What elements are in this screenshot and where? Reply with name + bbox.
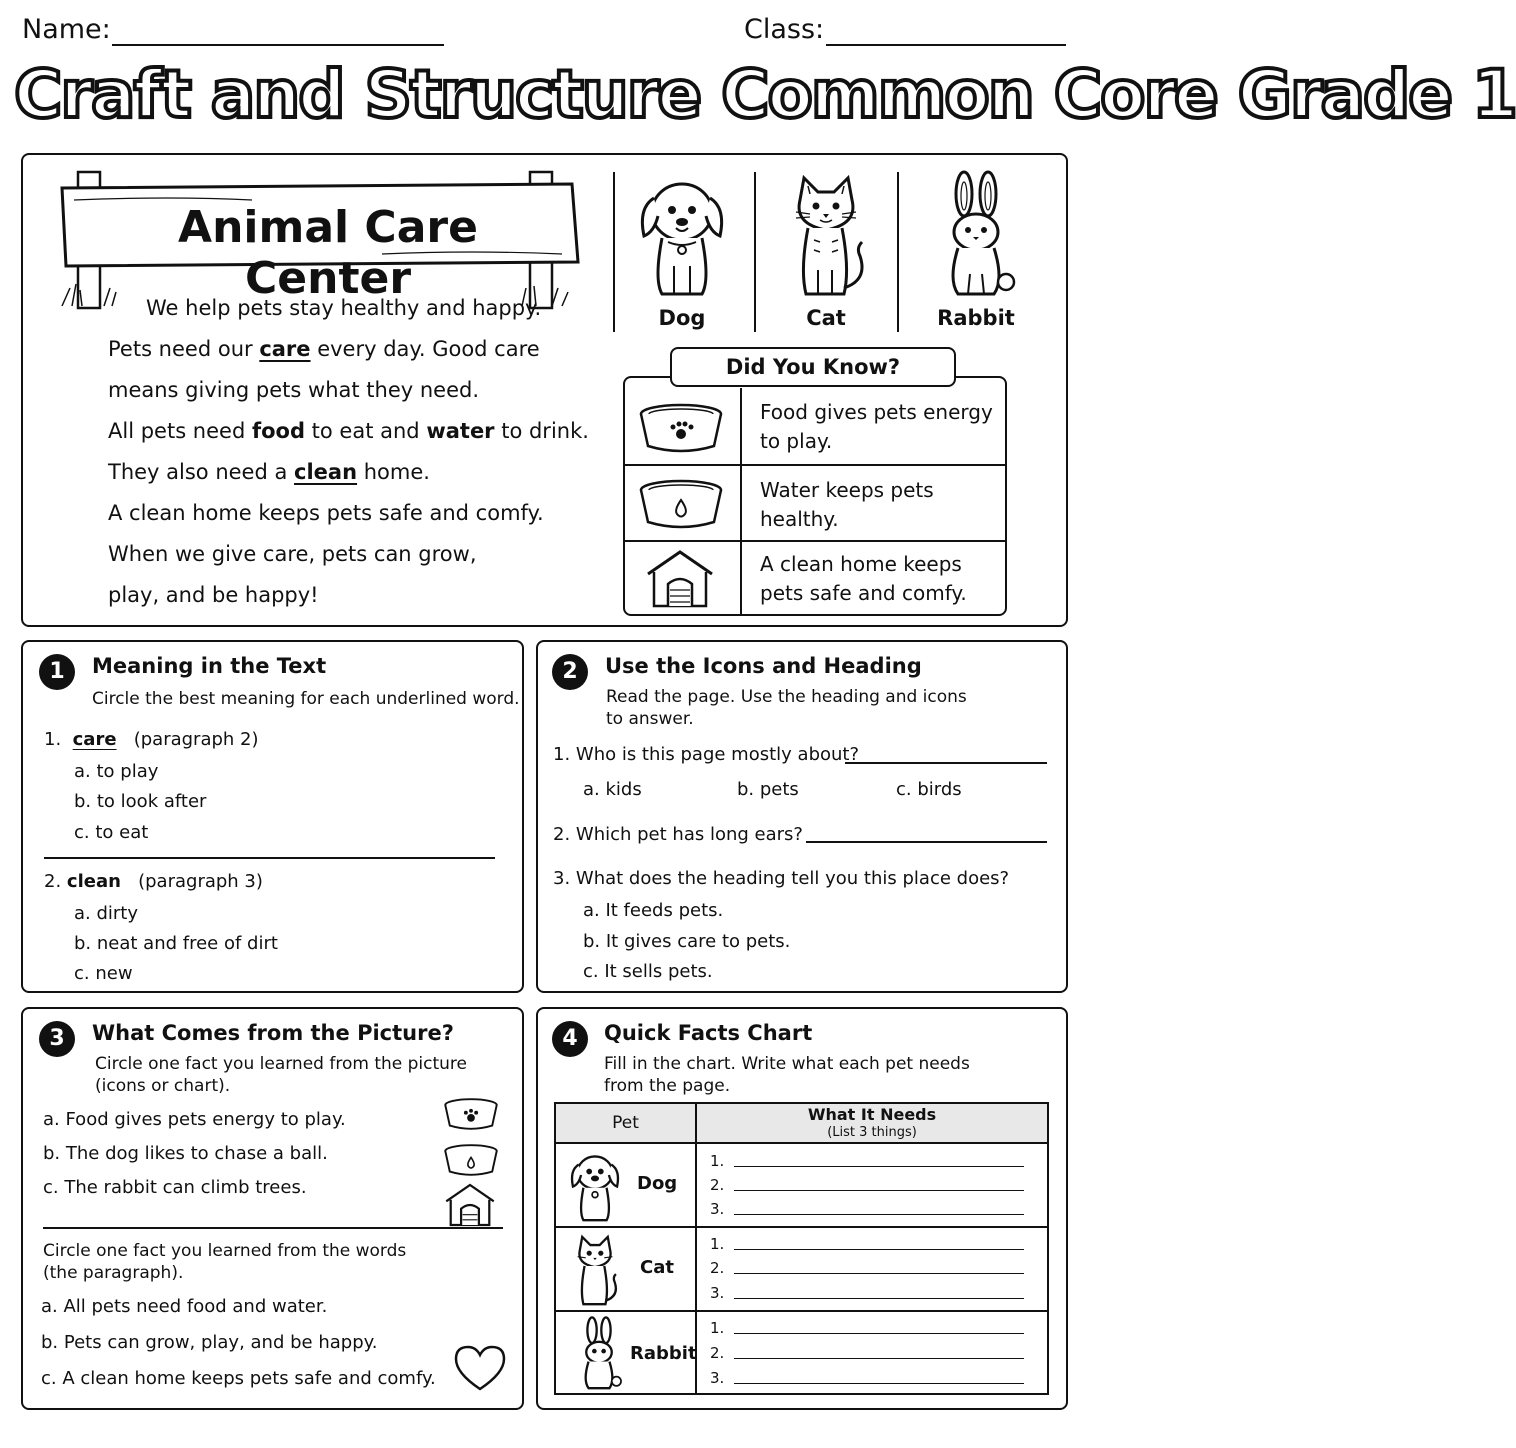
option[interactable]: a. All pets need food and water. xyxy=(41,1296,328,1317)
page-title: Craft and Structure Common Core Grade 1 xyxy=(14,56,1516,133)
question-3: 3. What does the heading tell you this place does? xyxy=(553,868,1010,889)
answer-line[interactable] xyxy=(734,1249,1024,1250)
cat-icon xyxy=(776,170,876,300)
answer-line[interactable] xyxy=(806,841,1047,843)
divider xyxy=(43,1227,503,1229)
line-number: 3. xyxy=(710,1284,725,1302)
option[interactable]: c. The rabbit can climb trees. xyxy=(43,1177,307,1198)
option[interactable]: c. new xyxy=(74,963,133,984)
line-number: 3. xyxy=(710,1200,725,1218)
fact-water: Water keeps pets healthy. xyxy=(760,478,934,531)
pet-cat xyxy=(756,170,896,330)
section-instruction: Circle one fact you learned from the picture xyxy=(95,1054,467,1074)
line-number: 2. xyxy=(710,1259,725,1277)
section-instruction: (icons or chart). xyxy=(95,1076,231,1096)
question-2: 2. clean (paragraph 3) xyxy=(44,871,263,892)
divider xyxy=(556,1226,1047,1228)
option[interactable]: c. to eat xyxy=(74,822,149,843)
line-number: 1. xyxy=(710,1235,725,1253)
section-number: 4 xyxy=(552,1021,588,1057)
passage-line-2: Pets need our care every day. Good care xyxy=(108,337,540,361)
section-title: Quick Facts Chart xyxy=(604,1021,813,1045)
section-instruction: from the page. xyxy=(604,1076,731,1096)
answer-line[interactable] xyxy=(734,1358,1024,1359)
option[interactable]: c. A clean home keeps pets safe and comfy. xyxy=(41,1368,436,1389)
section-title: Meaning in the Text xyxy=(92,654,327,678)
water-bowl-icon xyxy=(636,476,726,532)
chart-pet-cat: Cat xyxy=(640,1257,674,1278)
passage-line-8: play, and be happy! xyxy=(108,583,319,607)
column-header-pet: Pet xyxy=(612,1113,639,1133)
answer-line[interactable] xyxy=(734,1273,1024,1274)
question-1: 1. care (paragraph 2) xyxy=(44,729,259,750)
did-you-know-title: Did You Know? xyxy=(670,347,956,387)
divider xyxy=(623,464,1007,466)
passage-line-4: All pets need food to eat and water to drink. xyxy=(108,419,589,443)
answer-line[interactable] xyxy=(734,1333,1024,1334)
section-instruction: Circle one fact you learned from the words xyxy=(43,1241,407,1261)
class-field[interactable] xyxy=(826,44,1066,46)
quick-facts-chart xyxy=(554,1102,1049,1395)
rabbit-icon xyxy=(926,170,1026,300)
rabbit-icon xyxy=(570,1316,628,1392)
pet-house-icon xyxy=(644,548,716,610)
pet-rabbit xyxy=(906,170,1046,330)
answer-line[interactable] xyxy=(845,762,1047,764)
answer-line[interactable] xyxy=(734,1166,1024,1167)
option[interactable]: a. Food gives pets energy to play. xyxy=(43,1109,346,1130)
class-label: Class: xyxy=(744,14,825,45)
option[interactable]: b. neat and free of dirt xyxy=(74,933,278,954)
option[interactable]: a. to play xyxy=(74,761,159,782)
option[interactable]: a. kids xyxy=(583,779,642,800)
column-header-needs: What It Needs xyxy=(807,1105,937,1124)
section-instruction: Circle the best meaning for each underlined word. xyxy=(92,689,520,709)
pet-dog xyxy=(612,170,752,330)
section-instruction: Fill in the chart. Write what each pet needs xyxy=(604,1054,970,1074)
passage-line-6: A clean home keeps pets safe and comfy. xyxy=(108,501,544,525)
answer-line[interactable] xyxy=(734,1190,1024,1191)
question-2: 2. Which pet has long ears? xyxy=(553,824,803,845)
divider xyxy=(556,1310,1047,1312)
food-bowl-icon xyxy=(441,1096,501,1132)
heart-icon xyxy=(452,1343,508,1393)
section-number: 3 xyxy=(39,1021,75,1057)
answer-line[interactable] xyxy=(734,1383,1024,1384)
chart-pet-rabbit: Rabbit xyxy=(630,1343,697,1364)
answer-line[interactable] xyxy=(734,1298,1024,1299)
dog-icon xyxy=(632,170,732,300)
question-1: 1. Who is this page mostly about? xyxy=(553,744,860,765)
option[interactable]: b. to look after xyxy=(74,791,207,812)
passage-line-5: They also need a clean home. xyxy=(108,460,430,484)
fact-clean-home: A clean home keeps pets safe and comfy. xyxy=(760,552,967,605)
water-bowl-icon xyxy=(441,1142,501,1178)
line-number: 1. xyxy=(710,1319,725,1337)
food-bowl-icon xyxy=(636,400,726,456)
cat-icon xyxy=(566,1232,624,1308)
fact-food: Food gives pets energy to play. xyxy=(760,400,993,453)
section-title: Use the Icons and Heading xyxy=(605,654,922,678)
answer-line[interactable] xyxy=(734,1214,1024,1215)
passage-line-3: means giving pets what they need. xyxy=(108,378,479,402)
passage-line-7: When we give care, pets can grow, xyxy=(108,542,477,566)
dog-icon xyxy=(566,1148,624,1224)
pet-label-dog: Dog xyxy=(658,306,706,330)
column-header-needs-sub: (List 3 things) xyxy=(827,1125,917,1140)
passage-line-1: We help pets stay healthy and happy. xyxy=(146,296,542,320)
section-instruction: (the paragraph). xyxy=(43,1263,184,1283)
option[interactable]: a. dirty xyxy=(74,903,139,924)
divider xyxy=(44,857,495,859)
name-label: Name: xyxy=(22,14,111,45)
section-title: What Comes from the Picture? xyxy=(92,1021,454,1045)
section-instruction: Read the page. Use the heading and icons xyxy=(606,687,967,707)
sign-title: Animal Care Center xyxy=(178,202,478,304)
section-instruction: to answer. xyxy=(606,709,694,729)
option[interactable]: b. It gives care to pets. xyxy=(583,931,791,952)
line-number: 1. xyxy=(710,1152,725,1170)
divider xyxy=(623,540,1007,542)
line-number: 3. xyxy=(710,1369,725,1387)
section-number: 1 xyxy=(39,654,75,690)
option[interactable]: c. It sells pets. xyxy=(583,961,713,982)
option[interactable]: a. It feeds pets. xyxy=(583,900,724,921)
pet-label-rabbit: Rabbit xyxy=(937,306,1015,330)
option[interactable]: c. birds xyxy=(896,779,962,800)
chart-pet-dog: Dog xyxy=(637,1173,678,1194)
line-number: 2. xyxy=(710,1176,725,1194)
option[interactable]: b. The dog likes to chase a ball. xyxy=(43,1143,328,1164)
line-number: 2. xyxy=(710,1344,725,1362)
option[interactable]: b. pets xyxy=(737,779,799,800)
name-field[interactable] xyxy=(112,44,444,46)
section-number: 2 xyxy=(552,654,588,690)
pet-label-cat: Cat xyxy=(806,306,846,330)
pet-house-icon xyxy=(442,1182,498,1228)
divider xyxy=(740,388,742,616)
divider xyxy=(897,172,899,332)
option[interactable]: b. Pets can grow, play, and be happy. xyxy=(41,1332,378,1353)
